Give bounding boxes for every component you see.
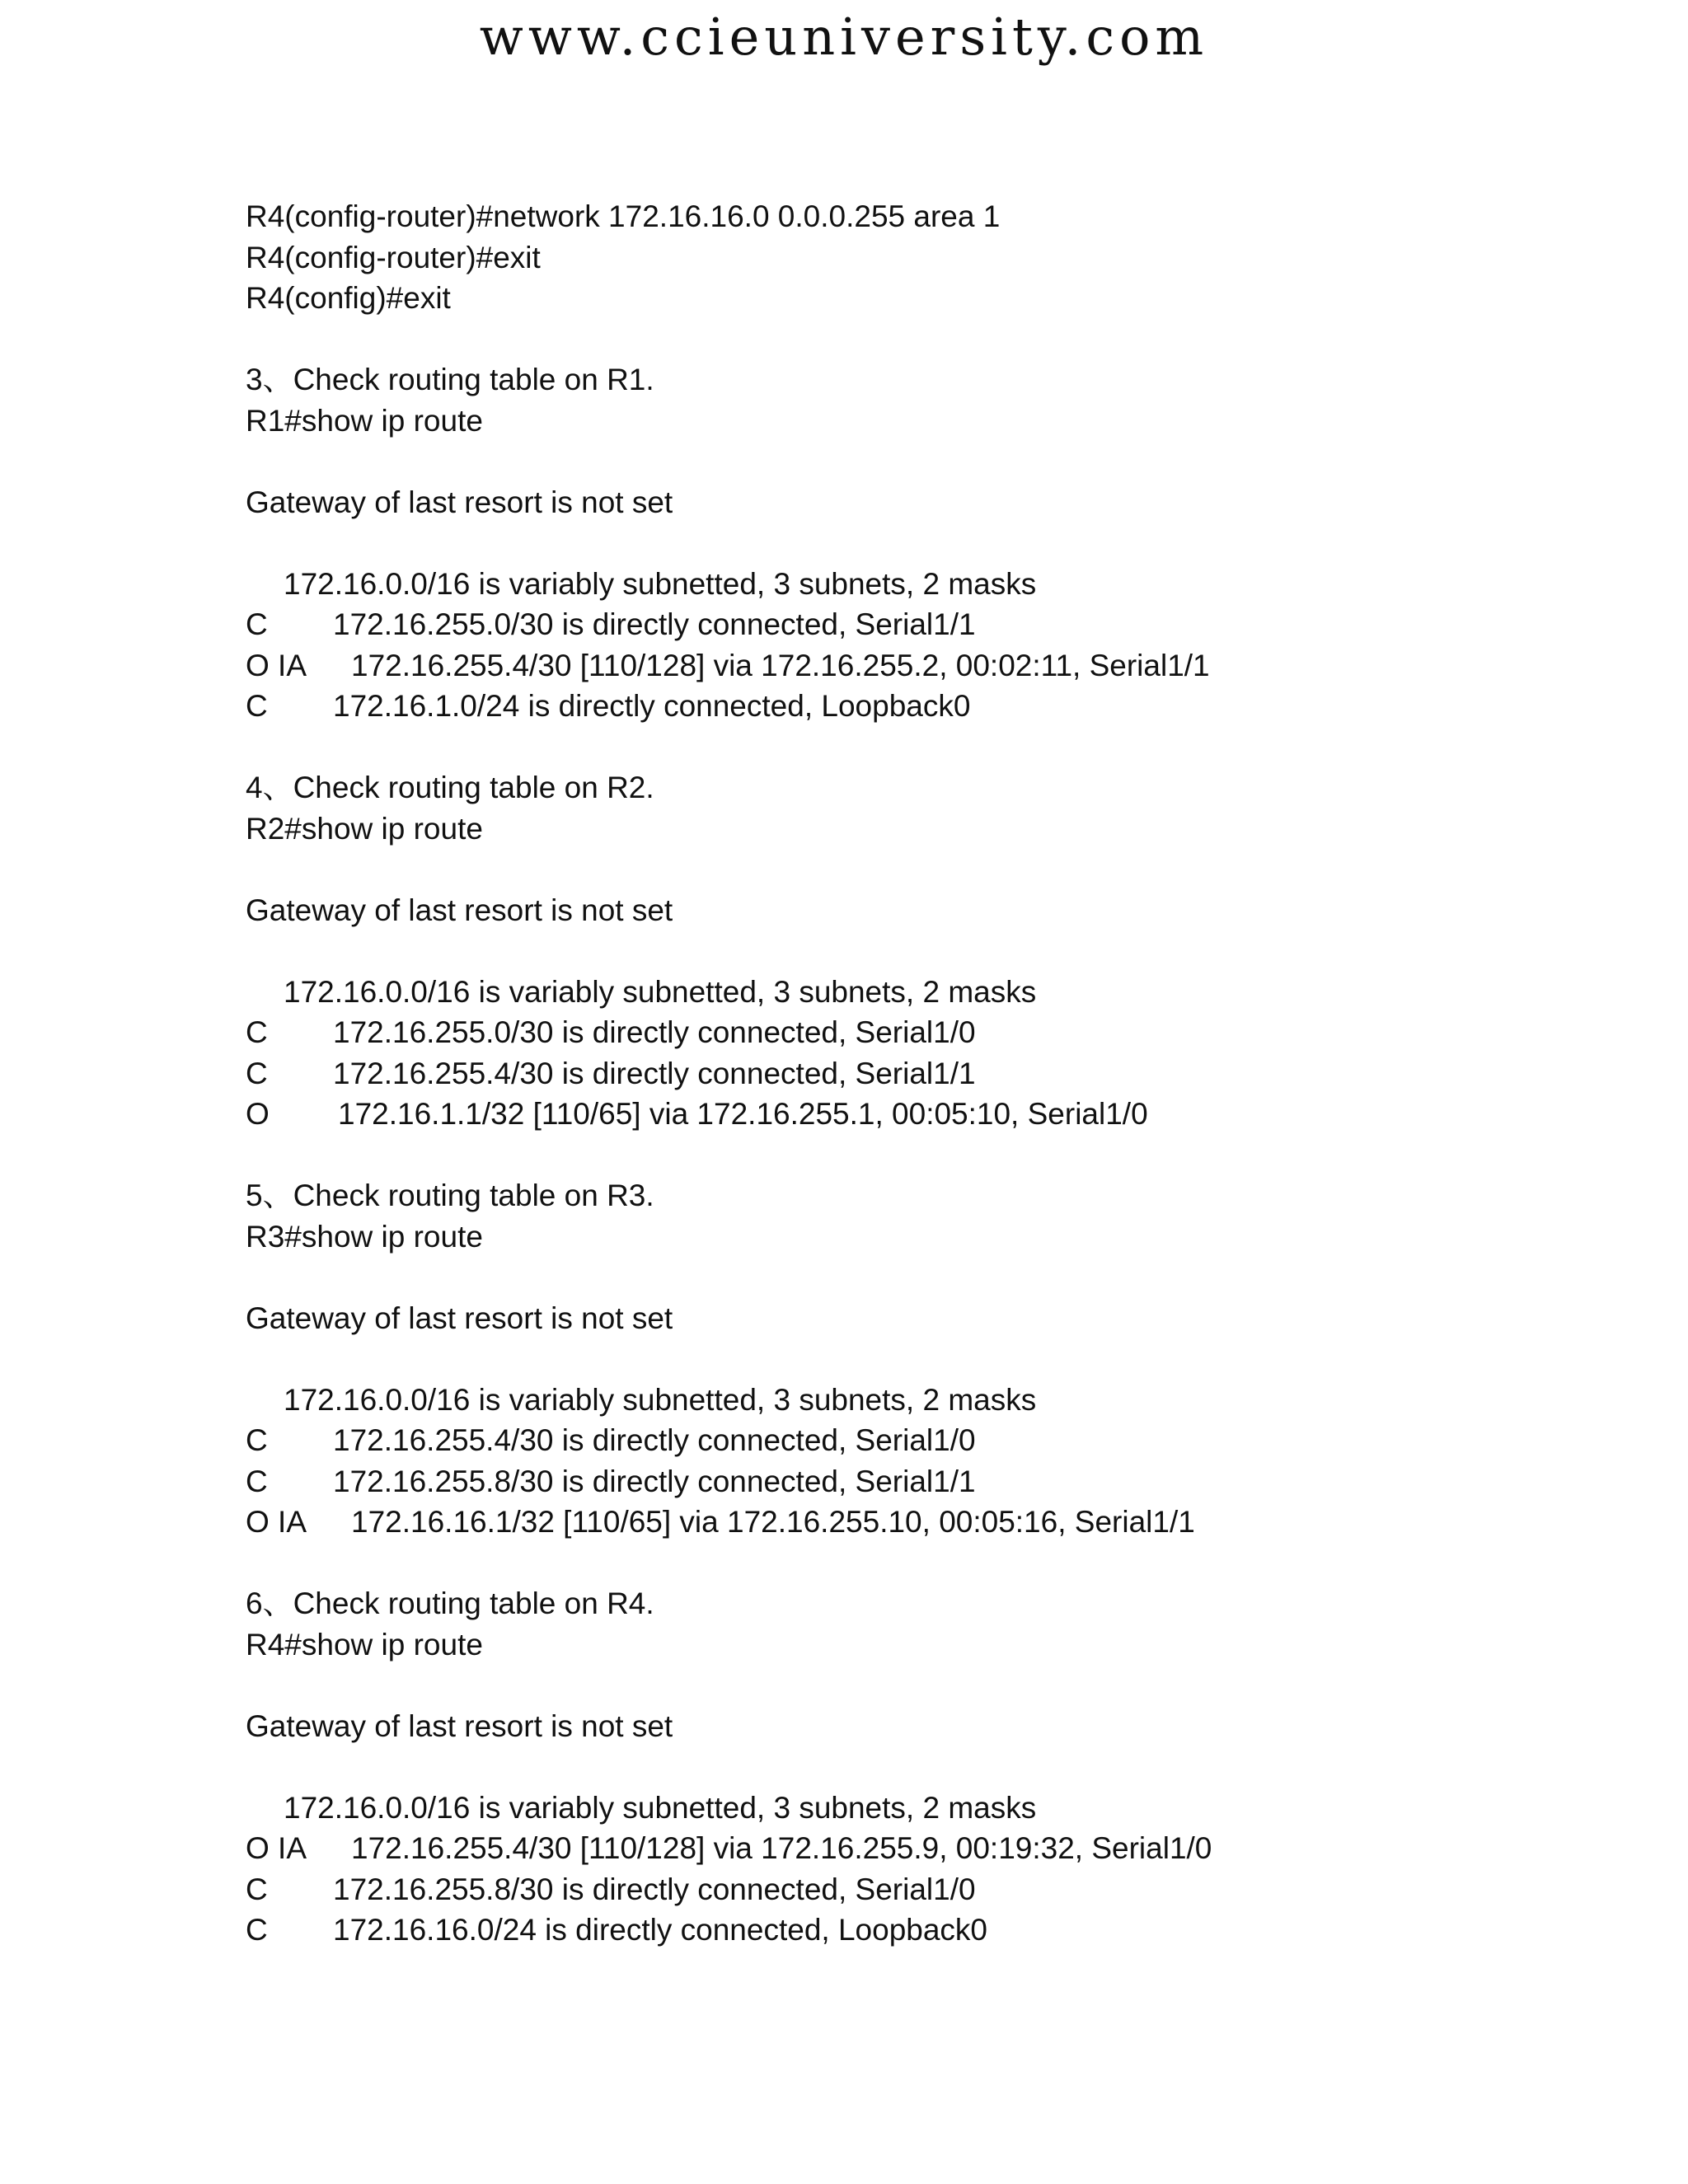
- subnet-summary: 172.16.0.0/16 is variably subnetted, 3 subnets, 2 masks: [284, 1382, 1037, 1417]
- route-entry: [246, 1869, 1647, 1910]
- command-line: R4#show ip route: [246, 1627, 483, 1661]
- config-line: R4(config-router)#exit: [246, 240, 541, 274]
- config-line: R4(config)#exit: [246, 281, 451, 315]
- route-text: 172.16.255.0/30 is directly connected, Serial1/0: [333, 1015, 976, 1049]
- route-code: C: [246, 1464, 268, 1498]
- route-entry: [246, 1828, 1647, 1869]
- section-heading: 6、Check routing table on R4.: [246, 1586, 654, 1620]
- gateway-line: Gateway of last resort is not set: [246, 893, 673, 927]
- gateway-line: Gateway of last resort is not set: [246, 485, 673, 519]
- route-text: 172.16.255.4/30 is directly connected, Serial1/0: [333, 1423, 976, 1457]
- route-entry: [246, 604, 1647, 645]
- route-entry: [246, 1420, 1647, 1461]
- spacer: [246, 849, 1647, 890]
- route-entry: [246, 686, 1647, 727]
- route-entry: [246, 1094, 1647, 1135]
- route-entry: [246, 1910, 1647, 1951]
- route-entry: [246, 1461, 1647, 1502]
- route-entry: [246, 1053, 1647, 1094]
- subnet-summary: 172.16.0.0/16 is variably subnetted, 3 subnets, 2 masks: [284, 1790, 1037, 1825]
- subnet-summary: 172.16.0.0/16 is variably subnetted, 3 subnets, 2 masks: [284, 974, 1037, 1009]
- section-heading: 3、Check routing table on R1.: [246, 363, 654, 396]
- spacer: [246, 1338, 1647, 1380]
- spacer: [246, 441, 1647, 482]
- command-line: R1#show ip route: [246, 403, 483, 438]
- route-code: O IA: [246, 1505, 307, 1539]
- document-body: [246, 196, 1647, 1951]
- route-code: C: [246, 689, 268, 723]
- command-line: R2#show ip route: [246, 811, 483, 846]
- route-text: 172.16.255.4/30 is directly connected, Serial1/1: [333, 1056, 976, 1090]
- spacer: [246, 1135, 1647, 1176]
- route-code: C: [246, 1872, 268, 1906]
- route-code: O: [246, 1097, 270, 1131]
- site-header: www.ccieuniversity.com: [479, 7, 1209, 67]
- config-line: R4(config-router)#network 172.16.16.0 0.0.0.255 area 1: [246, 199, 1001, 233]
- route-code: O IA: [246, 648, 307, 682]
- route-entry: [246, 1012, 1647, 1053]
- route-entry: [246, 645, 1647, 687]
- spacer: [246, 1543, 1647, 1584]
- route-text: 172.16.16.0/24 is directly connected, Loopback0: [333, 1913, 988, 1947]
- route-text: 172.16.255.8/30 is directly connected, Serial1/0: [333, 1872, 976, 1906]
- route-text: 172.16.1.0/24 is directly connected, Loopback0: [333, 689, 971, 723]
- route-code: C: [246, 1056, 268, 1090]
- route-text: 172.16.255.4/30 [110/128] via 172.16.255.2, 00:02:11, Serial1/1: [351, 648, 1210, 682]
- route-text: 172.16.255.4/30 [110/128] via 172.16.255.9, 00:19:32, Serial1/0: [351, 1831, 1212, 1865]
- route-code: C: [246, 1913, 268, 1947]
- spacer: [246, 523, 1647, 564]
- route-text: 172.16.16.1/32 [110/65] via 172.16.255.10, 00:05:16, Serial1/1: [351, 1505, 1195, 1539]
- route-text: 172.16.255.0/30 is directly connected, Serial1/1: [333, 607, 976, 641]
- gateway-line: Gateway of last resort is not set: [246, 1301, 673, 1335]
- gateway-line: Gateway of last resort is not set: [246, 1708, 673, 1743]
- spacer: [246, 1746, 1647, 1788]
- spacer: [246, 1665, 1647, 1706]
- command-line: R3#show ip route: [246, 1219, 483, 1254]
- route-code: C: [246, 1423, 268, 1457]
- route-code: O IA: [246, 1831, 307, 1865]
- spacer: [246, 319, 1647, 360]
- section-heading: 5、Check routing table on R3.: [246, 1179, 654, 1212]
- spacer: [246, 930, 1647, 972]
- subnet-summary: 172.16.0.0/16 is variably subnetted, 3 subnets, 2 masks: [284, 566, 1037, 601]
- section-heading: 4、Check routing table on R2.: [246, 771, 654, 804]
- spacer: [246, 1257, 1647, 1298]
- route-code: C: [246, 1015, 268, 1049]
- route-text: 172.16.1.1/32 [110/65] via 172.16.255.1, 00:05:10, Serial1/0: [338, 1097, 1148, 1131]
- route-entry: [246, 1502, 1647, 1543]
- route-text: 172.16.255.8/30 is directly connected, Serial1/1: [333, 1464, 976, 1498]
- spacer: [246, 727, 1647, 768]
- route-code: C: [246, 607, 268, 641]
